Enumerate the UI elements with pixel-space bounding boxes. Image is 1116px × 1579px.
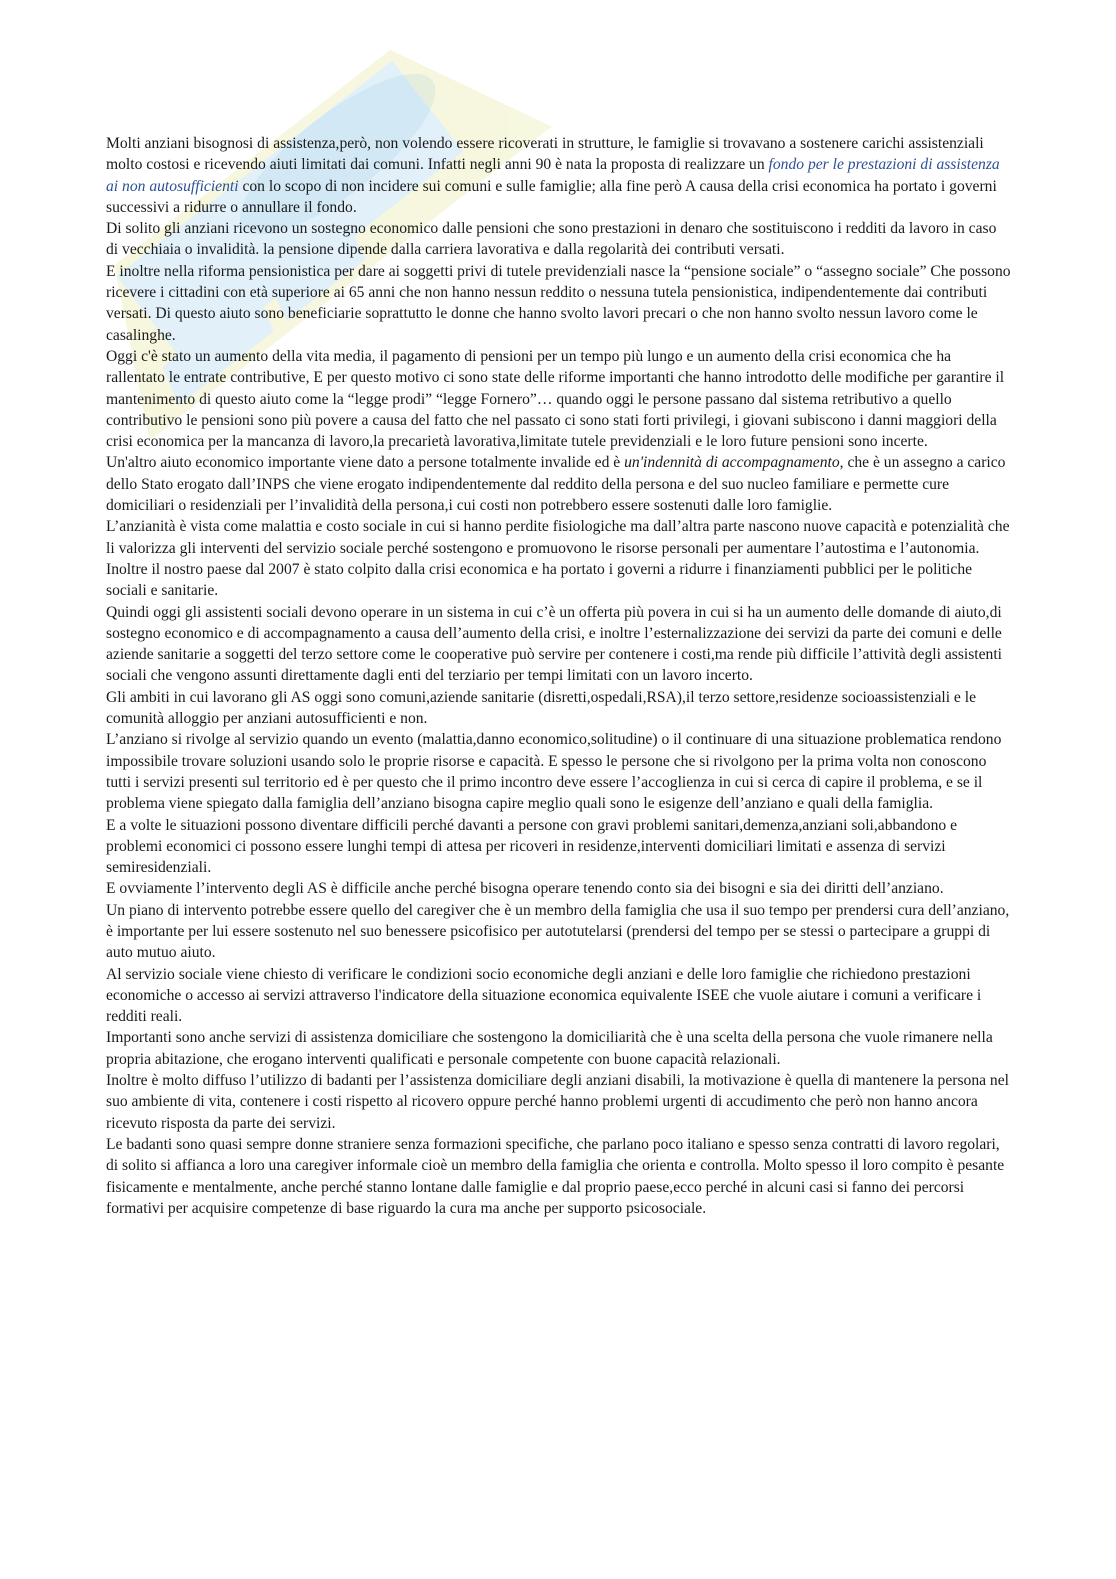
paragraph — [106, 878, 1011, 899]
paragraph — [106, 900, 1011, 964]
paragraph — [106, 1070, 1011, 1134]
text-run: Inoltre il nostro paese dal 2007 è stato colpito dalla crisi economica e ha portato i governi a ridurre i finanziamenti pubblici per le politiche sociali e sanitarie. — [106, 560, 973, 600]
text-run: Di solito gli anziani ricevono un sostegno economico dalle pensioni che sono prestazioni in denaro che sostituiscono i redditi da lavoro in caso di vecchiaia o invalidità. la pensione dipende dalla carriera lavorativa e dalla regolarità dei contributi versati. — [106, 220, 997, 259]
text-run: Le badanti sono quasi sempre donne straniere senza formazioni specifiche, che parlano poco italiano e spesso senza contratti di lavoro regolari, di solito si affianca a loro una caregiver informale cioè un membro della famiglia che orienta e controlla. Molto spesso il loro compito è pesante fisicamente e mentalmente, anche perché stanno lontane dalle famiglie e dal proprio paese,ecco perché in alcuni casi si fanno dei percorsi formativi per acquisire competenze di base riguardo la cura ma anche per supporto psicosociale. — [106, 1135, 1005, 1217]
paragraph — [106, 261, 1011, 346]
paragraph — [106, 687, 1011, 730]
text-run: con lo scopo di non incidere sui comuni e sulle famiglie; alla fine però A causa della crisi economica ha portato i governi successivi a ridurre o annullare il fondo. — [106, 177, 997, 216]
highlighted-term: fondo per le prestazioni di assistenza ai non autosufficienti — [106, 156, 1000, 195]
text-run: Inoltre è molto diffuso l’utilizzo di badanti per l’assistenza domiciliare degli anziani disabili, la motivazione è quella di mantenere la persona nel suo ambiente di vita, contenere i costi rispetto al ricovero oppure perché hanno problemi urgenti di accudimento che però non hanno ancora ricevuto risposta da parte dei servizi. — [106, 1072, 1009, 1132]
paragraph — [106, 516, 1011, 559]
text-run: Al servizio sociale viene chiesto di verificare le condizioni socio economiche degli anziani e delle loro famiglie che richiedono prestazioni economiche o accesso ai servizi attraverso l'indicatore della situazione economica equivalente ISEE che vuole aiutare i comuni a verificare i redditi reali. — [106, 965, 982, 1026]
paragraph — [106, 559, 1011, 602]
text-run: Gli ambiti in cui lavorano gli AS oggi sono comuni,aziende sanitarie (disretti,ospedali,RSA),il terzo settore,residenze socioassistenziali e le comunità alloggio per anziani autosufficienti e non. — [106, 688, 976, 728]
text-run: Quindi oggi gli assistenti sociali devono operare in un sistema in cui c’è un offerta più povera in cui si ha un aumento delle domande di aiuto,di sostegno economico e di accompagnamento a causa dell’aumento della crisi, e inoltre l’esternalizzazione dei servizi da parte dei comuni e delle aziende sanitarie a soggetti del terzo settore come le cooperative può servire per contenere i costi,ma rende più difficile l’attività degli assistenti sociali che vengono assunti direttamente dagli enti del terziario per tempi limitati con un lavoro incerto. — [106, 603, 1003, 685]
text-run: Molti anziani bisognosi di assistenza,però, non volendo essere ricoverati in strutture, le famiglie si trovavano a sostenere carichi assistenziali molto costosi e ricevendo aiuti limitati dai comuni. Infatti negli anni 90 è nata la proposta di realizzare un — [106, 135, 984, 174]
paragraph — [106, 1027, 1011, 1070]
italic-term: un'indennità di accompagnamento — [624, 454, 840, 472]
paragraph — [106, 133, 1011, 218]
paragraph — [106, 964, 1011, 1028]
paragraph — [106, 452, 1011, 516]
paragraph — [106, 602, 1011, 687]
text-run: L’anzianità è vista come malattia e costo sociale in cui si hanno perdite fisiologiche ma dall’altra parte nascono nuove capacità e potenzialità che li valorizza gli interventi del servizio sociale perché sostengono e promuovono le risorse personali per aumentare l’autostima e l’autonomia. — [106, 518, 1010, 557]
text-run: Importanti sono anche servizi di assistenza domiciliare che sostengono la domiciliarità che è una scelta della persona che vuole rimanere nella propria abitazione, che erogano interventi qualificati e personale competente con buone capacità relazionali. — [106, 1029, 993, 1068]
text-run: Oggi c'è stato un aumento della vita media, il pagamento di pensioni per un tempo più lungo e un aumento della crisi economica che ha rallentato le entrate contributive, E per questo motivo ci sono state delle riforme importanti che hanno introdotto delle modifiche per garantire il mantenimento di questo aiuto come la “legge prodi” “legge Fornero”… quando oggi le persone passano dal sistema retributivo a quello contributivo le pensioni sono più povere a causa del fatto che nel passato ci sono stati forti privilegi, i giovani subiscono i danni maggiori della crisi economica per la mancanza di lavoro,la precarietà lavorativa,limitate tutele previdenziali e le loro future pensioni sono incerte. — [106, 347, 1005, 451]
text-run: , che è un assegno a carico dello Stato erogato dall’INPS che viene erogato indipendentemente dal reddito della persona e del suo nucleo familiare e permette cure domiciliari o residenziali per l’invalidità della persona,i cui costi non potrebbero essere sostenuti dalle loro famiglie. — [106, 454, 1006, 515]
paragraph — [106, 218, 1011, 261]
document-body — [106, 133, 1011, 1219]
paragraph — [106, 815, 1011, 879]
text-run: E a volte le situazioni possono diventare difficili perché davanti a persone con gravi problemi sanitari,demenza,anziani soli,abbandono e problemi economici ci possono essere lunghi tempi di attesa per ricoveri in residenze,interventi domiciliari limitati e assenza di servizi semiresidenziali. — [106, 816, 958, 877]
text-run: Un'altro aiuto economico importante viene dato a persone totalmente invalide ed è — [106, 454, 625, 472]
text-run: L’anziano si rivolge al servizio quando un evento (malattia,danno economico,solitudine) o il continuare di una situazione problematica rendono impossibile trovare soluzioni usando solo le proprie risorse e capacità. E spesso le persone che si rivolgono per la prima volta non conoscono tutti i servizi presenti sul territorio ed è per questo che il primo incontro deve essere l’accoglienza in cui si cerca di capire il problema, e se il problema viene spiegato dalla famiglia dell’anziano bisogna capire meglio quali sono le esigenze dell’anziano e quali della famiglia. — [106, 731, 1002, 813]
paragraph — [106, 346, 1011, 452]
text-run: E ovviamente l’intervento degli AS è difficile anche perché bisogna operare tenendo conto sia dei bisogni e sia dei diritti dell’anziano. — [106, 880, 944, 898]
text-run: E inoltre nella riforma pensionistica per dare ai soggetti privi di tutele previdenziali nasce la “pensione sociale” o “assegno sociale” Che possono ricevere i cittadini con età superiore ai 65 anni che non hanno nessun reddito o nessuna tutela pensionistica, indipendentemente dai contributi versati. Di questo aiuto sono beneficiarie soprattutto le donne che hanno svolto lavori precari o che non hanno svolto nessun lavoro come le casalinghe. — [106, 262, 1011, 344]
paragraph — [106, 1134, 1011, 1219]
paragraph — [106, 729, 1011, 814]
text-run: Un piano di intervento potrebbe essere quello del caregiver che è un membro della famiglia che usa il suo tempo per prendersi cura dell’anziano, è importante per lui essere sostenuto nel suo benessere psicofisico per autotutelarsi (prendersi del tempo per se stessi o partecipare a gruppi di auto mutuo aiuto. — [106, 901, 1010, 962]
